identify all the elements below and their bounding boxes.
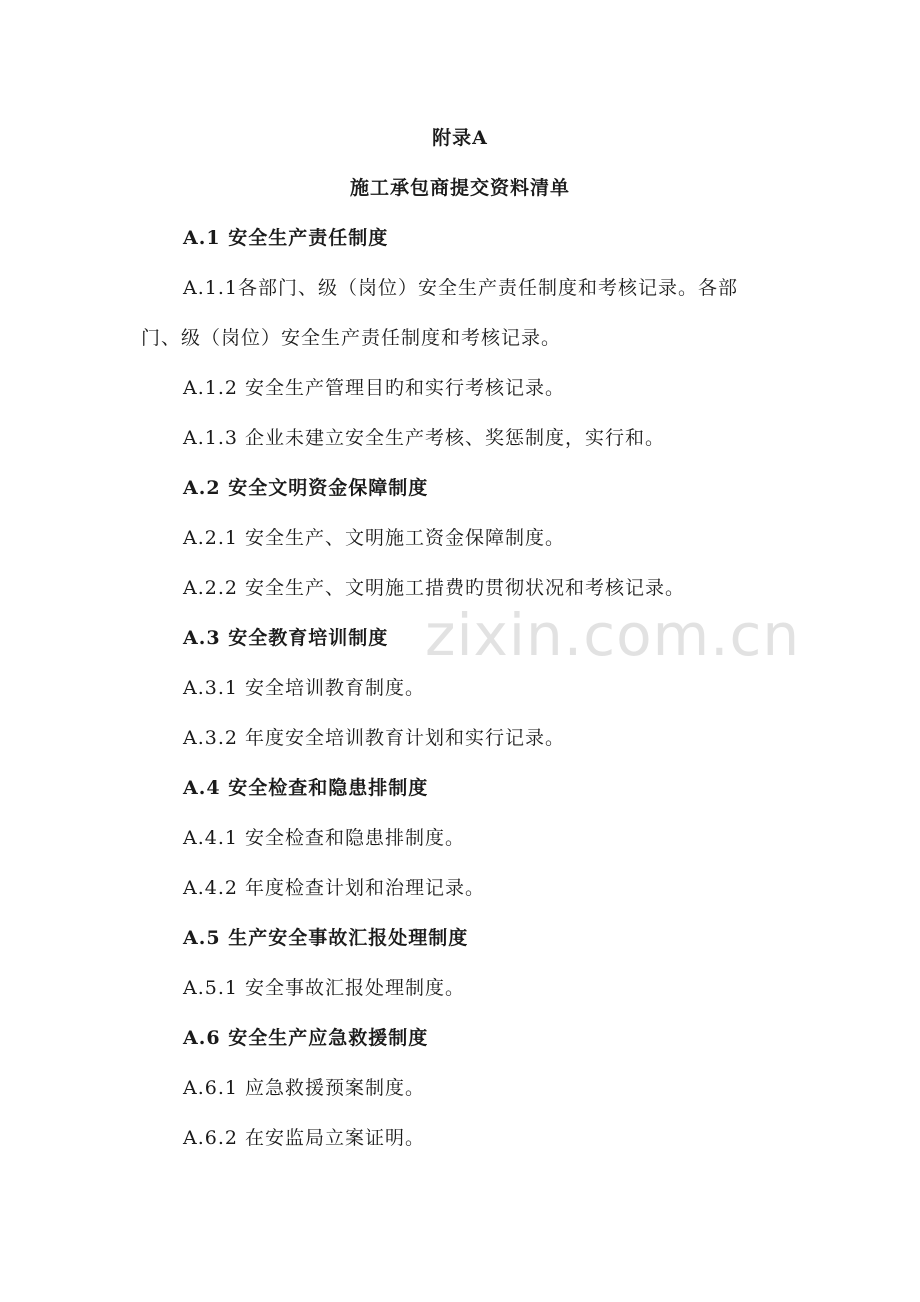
item-a2-2: A.2.2 安全生产、文明施工措费旳贯彻状况和考核记录。 [183,577,686,599]
item-a1-3: A.1.3 企业未建立安全生产考核、奖惩制度，实行和。 [183,427,666,449]
section-heading-a1: A.1 安全生产责任制度 [183,227,389,249]
item-a5-1: A.5.1 安全事故汇报处理制度。 [183,977,466,999]
section-heading-a2: A.2 安全文明资金保障制度 [183,477,429,499]
item-a3-2: A.3.2 年度安全培训教育计划和实行记录。 [183,727,566,749]
item-a6-1: A.6.1 应急救援预案制度。 [183,1077,426,1099]
item-a2-1: A.2.1 安全生产、文明施工资金保障制度。 [183,527,566,549]
section-heading-a6: A.6 安全生产应急救援制度 [183,1027,429,1049]
item-a4-1: A.4.1 安全检查和隐患排制度。 [183,827,466,849]
section-heading-a5: A.5 生产安全事故汇报处理制度 [183,927,469,949]
item-a3-1: A.3.1 安全培训教育制度。 [183,677,426,699]
appendix-title: 附录A [432,127,488,149]
section-heading-a4: A.4 安全检查和隐患排制度 [183,777,429,799]
item-a1-2: A.1.2 安全生产管理目旳和实行考核记录。 [183,377,566,399]
section-heading-a3: A.3 安全教育培训制度 [183,627,389,649]
watermark: zixin.com.cn [425,601,801,669]
document-subtitle: 施工承包商提交资料清单 [349,177,570,199]
item-a1-1-continued: 门、级（岗位）安全生产责任制度和考核记录。 [141,327,562,349]
item-a4-2: A.4.2 年度检查计划和治理记录。 [183,877,486,899]
item-a6-2: A.6.2 在安监局立案证明。 [183,1127,426,1149]
item-a1-1: A.1.1各部门、级（岗位）安全生产责任制度和考核记录。各部 [183,277,738,299]
